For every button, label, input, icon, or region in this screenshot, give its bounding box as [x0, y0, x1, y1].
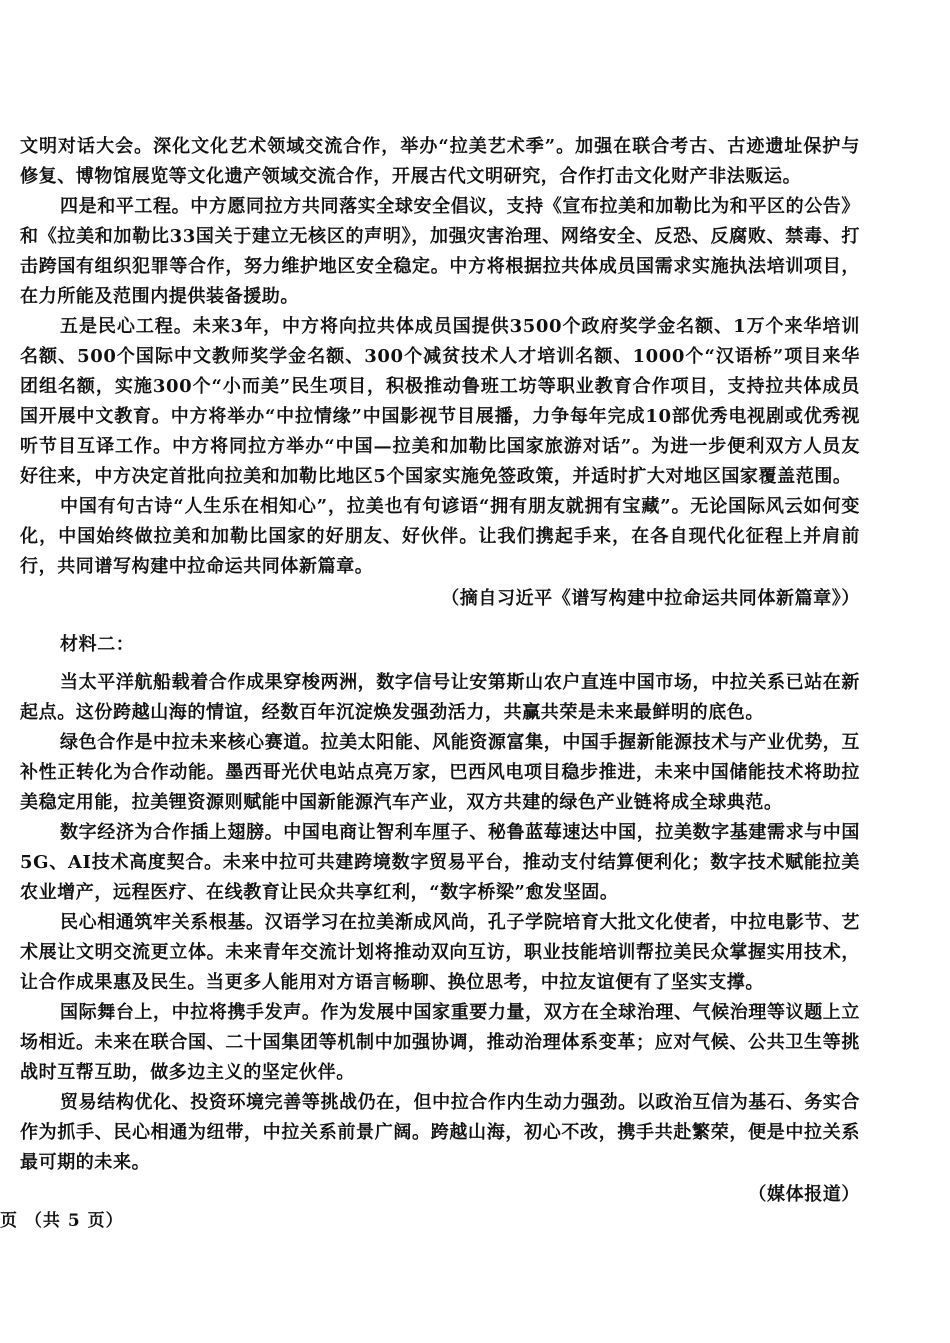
paragraph: 贸易结构优化、投资环境完善等挑战仍在，但中拉合作内生动力强劲。以政治互信为基石、务实合作为抓手、民心相通为纽带，中拉关系前景广阔。跨越山海，初心不改，携手共赴繁荣，便是中拉关系最可期的未来。	[20, 1092, 860, 1173]
paragraph: 民心相通筑牢关系根基。汉语学习在拉美渐成风尚，孔子学院培育大批文化使者，中拉电影节、艺术展让文明交流更立体。未来青年交流计划将推动双向互访，职业技能培训帮拉美民众掌握实用技术，让合作成果惠及民生。当更多人能用对方语言畅聊、换位思考，中拉友谊便有了坚实支撑。	[20, 912, 860, 993]
paragraph: 五是民心工程。未来3年，中方将向拉共体成员国提供3500个政府奖学金名额、1万个来华培训名额、500个国际中文教师奖学金名额、300个减贫技术人才培训名额、1000个“汉语桥”项目来华团组名额，实施300个“小而美”民生项目，积极推动鲁班工坊等职业教育合作项目，支持拉共体成员国开展中文教育。中方将举办“中拉情缘”中国影视节目展播，力争每年完成10部优秀电视剧或优秀视听节目互译工作。中方将同拉方举办“中国—拉美和加勒比国家旅游对话”。为进一步便利双方人员友好往来，中方决定首批向拉美和加勒比地区5个国家实施免签政策，并适时扩大对地区国家覆盖范围。	[20, 316, 860, 487]
paragraph: 中国有句古诗“人生乐在相知心”，拉美也有句谚语“拥有朋友就拥有宝藏”。无论国际风云如何变化，中国始终做拉美和加勒比国家的好朋友、好伙伴。让我们携起手来，在各自现代化征程上并肩前行，共同谱写构建中拉命运共同体新篇章。	[20, 496, 860, 577]
paragraph: 文明对话大会。深化文化艺术领域交流合作，举办“拉美艺术季”。加强在联合考古、古迹遗址保护与修复、博物馆展览等文化遗产领域交流合作，开展古代文明研究，合作打击文化财产非法贩运。	[20, 136, 860, 187]
paragraph: 绿色合作是中拉未来核心赛道。拉美太阳能、风能资源富集，中国手握新能源技术与产业优势，互补性正转化为合作动能。墨西哥光伏电站点亮万家，巴西风电项目稳步推进，未来中国储能技术将助拉美稳定用能，拉美锂资源则赋能中国新能源汽车产业，双方共建的绿色产业链将成全球典范。	[20, 732, 860, 813]
source-citation: （媒体报道）	[748, 1184, 860, 1205]
source-citation: （摘自习近平《谱写构建中拉命运共同体新篇章》）	[441, 588, 860, 609]
paragraph: 国际舞台上，中拉将携手发声。作为发展中国家重要力量，双方在全球治理、气候治理等议题上立场相近。未来在联合国、二十国集团等机制中加强协调，推动治理体系变革；应对气候、公共卫生等挑战时互帮互助，做多边主义的坚定伙伴。	[20, 1002, 860, 1083]
paragraph: 数字经济为合作插上翅膀。中国电商让智利车厘子、秘鲁蓝莓速达中国，拉美数字基建需求与中国5G、AI技术高度契合。未来中拉可共建跨境数字贸易平台，推动支付结算便利化；数字技术赋能拉美农业增产，远程医疗、在线教育让民众共享红利，“数字桥梁”愈发坚固。	[20, 822, 860, 903]
paragraph: 当太平洋航船载着合作成果穿梭两洲，数字信号让安第斯山农户直连中国市场，中拉关系已站在新起点。这份跨越山海的情谊，经数百年沉淀焕发强劲活力，共赢共荣是未来最鲜明的底色。	[20, 672, 860, 723]
article-body	[20, 132, 860, 1210]
section-heading: 材料二：	[60, 634, 135, 655]
page-footer: 页 （共 5 页）	[0, 1211, 124, 1231]
paragraph: 四是和平工程。中方愿同拉方共同落实全球安全倡议，支持《宣布拉美和加勒比为和平区的公告》和《拉美和加勒比33国关于建立无核区的声明》，加强灾害治理、网络安全、反恐、反腐败、禁毒、打击跨国有组织犯罪等合作，努力维护地区安全稳定。中方将根据拉共体成员国需求实施执法培训项目，在力所能及范围内提供装备援助。	[20, 196, 860, 307]
